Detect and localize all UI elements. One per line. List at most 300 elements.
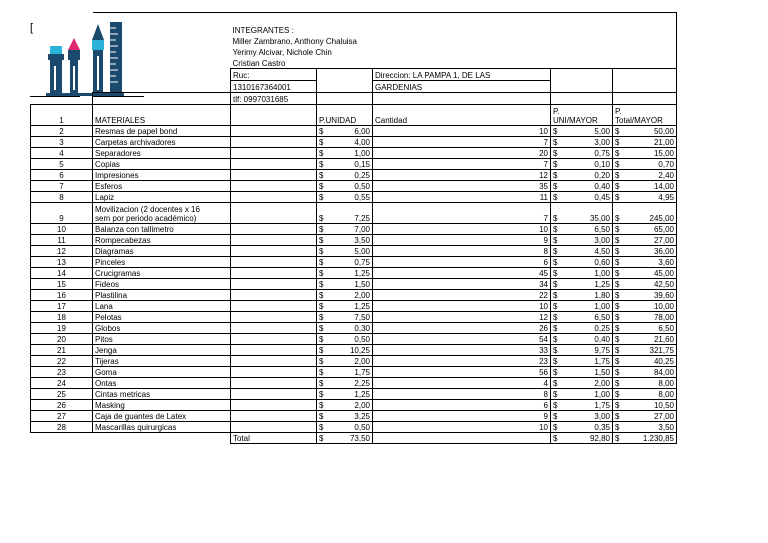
row-puni-mayor: 0,75	[594, 149, 610, 158]
row-number: 24	[31, 378, 93, 389]
row-cantidad: 12	[373, 170, 551, 181]
table-row	[31, 345, 677, 356]
row-puni-mayor: 0,40	[594, 335, 610, 344]
currency-sign: $	[553, 258, 558, 267]
currency-sign: $	[319, 149, 324, 158]
row-ptotal-mayor: 45,00	[653, 269, 674, 278]
table-row	[31, 170, 677, 181]
currency-sign: $	[319, 401, 324, 410]
currency-sign: $	[615, 127, 620, 136]
currency-sign: $	[553, 160, 558, 169]
currency-sign: $	[553, 412, 558, 421]
row-item: Globos	[93, 323, 231, 334]
row-number: 7	[31, 181, 93, 192]
row-number: 22	[31, 356, 93, 367]
row-punidad: 10,25	[349, 346, 370, 355]
table-row	[31, 257, 677, 268]
row-number: 19	[31, 323, 93, 334]
row-cantidad: 22	[373, 290, 551, 301]
row-puni-mayor: 6,50	[594, 313, 610, 322]
row-number: 9	[31, 203, 93, 224]
row-cantidad: 20	[373, 148, 551, 159]
currency-sign: $	[553, 149, 558, 158]
row-punidad: 5,00	[354, 247, 370, 256]
currency-sign: $	[615, 149, 620, 158]
row-punidad: 7,25	[354, 214, 370, 223]
currency-sign: $	[319, 225, 324, 234]
row-item: Movilizacion (2 docentes x 16	[95, 205, 200, 214]
currency-sign: $	[553, 193, 558, 202]
spreadsheet	[30, 12, 676, 444]
row-puni-mayor: 1,75	[594, 401, 610, 410]
row-number: 25	[31, 389, 93, 400]
table-row	[31, 181, 677, 192]
currency-sign: $	[553, 269, 558, 278]
row-puni-mayor: 3,00	[594, 138, 610, 147]
row-item: Rompecabezas	[93, 235, 231, 246]
currency-sign: $	[553, 214, 558, 223]
table-row	[31, 224, 677, 235]
table-row	[31, 312, 677, 323]
row-punidad: 4,00	[354, 138, 370, 147]
currency-sign: $	[319, 357, 324, 366]
row-punidad: 2,00	[354, 401, 370, 410]
currency-sign: $	[615, 368, 620, 377]
currency-sign: $	[615, 182, 620, 191]
row-cantidad: 26	[373, 323, 551, 334]
row-punidad: 0,75	[354, 258, 370, 267]
row-item: Impresiones	[93, 170, 231, 181]
currency-sign: $	[553, 434, 558, 443]
row-ptotal-mayor: 10,50	[653, 401, 674, 410]
direccion-line-2: GARDENIAS	[373, 81, 551, 93]
row-punidad: 0,25	[354, 171, 370, 180]
row-item: Lana	[93, 301, 231, 312]
currency-sign: $	[553, 302, 558, 311]
row-item: Goma	[93, 367, 231, 378]
currency-sign: $	[553, 291, 558, 300]
row-cantidad: 9	[373, 235, 551, 246]
currency-sign: $	[615, 346, 620, 355]
total-puni-mayor: 92,80	[589, 434, 610, 443]
direccion-line-1: Direccion: LA PAMPA 1, DE LAS	[373, 69, 551, 81]
row-number: 26	[31, 400, 93, 411]
currency-sign: $	[615, 291, 620, 300]
row-item: Fideos	[93, 279, 231, 290]
currency-sign: $	[319, 193, 324, 202]
row-puni-mayor: 1,75	[594, 357, 610, 366]
row-number: 3	[31, 137, 93, 148]
row-cantidad: 6	[373, 257, 551, 268]
row-item: Caja de guantes de Latex	[93, 411, 231, 422]
row-punidad: 1,25	[354, 390, 370, 399]
row-cantidad: 35	[373, 181, 551, 192]
currency-sign: $	[553, 346, 558, 355]
table-row	[31, 159, 677, 170]
currency-sign: $	[553, 225, 558, 234]
members-line-2: Yerimy Alcivar, Nichole Chin	[232, 48, 332, 57]
row-item: Copias	[93, 159, 231, 170]
row-cantidad: 8	[373, 246, 551, 257]
row-puni-mayor: 1,00	[594, 302, 610, 311]
ruc-label: Ruc:	[231, 69, 317, 81]
row-puni-mayor: 5,00	[594, 127, 610, 136]
currency-sign: $	[319, 269, 324, 278]
currency-sign: $	[319, 291, 324, 300]
currency-sign: $	[615, 214, 620, 223]
row-number: 16	[31, 290, 93, 301]
col-puni-mayor-2: UNI/MAYOR	[553, 116, 598, 125]
table-row	[31, 290, 677, 301]
table-row	[31, 334, 677, 345]
row-ptotal-mayor: 4,95	[658, 193, 674, 202]
row-puni-mayor: 4,50	[594, 247, 610, 256]
row-cantidad: 8	[373, 389, 551, 400]
currency-sign: $	[553, 182, 558, 191]
row-cantidad: 10	[373, 422, 551, 433]
currency-sign: $	[615, 434, 620, 443]
row-puni-mayor: 0,60	[594, 258, 610, 267]
row-puni-mayor: 1,00	[594, 390, 610, 399]
row-number: 23	[31, 367, 93, 378]
currency-sign: $	[553, 368, 558, 377]
row-item: Crucigramas	[93, 268, 231, 279]
row-ptotal-mayor: 84,00	[653, 368, 674, 377]
row-item: Plastilina	[93, 290, 231, 301]
row-cantidad: 10	[373, 224, 551, 235]
row-punidad: 1,25	[354, 302, 370, 311]
table-row	[31, 137, 677, 148]
currency-sign: $	[615, 160, 620, 169]
table-row	[31, 203, 677, 224]
row-puni-mayor: 0,20	[594, 171, 610, 180]
currency-sign: $	[319, 412, 324, 421]
row-cantidad: 7	[373, 203, 551, 224]
currency-sign: $	[319, 335, 324, 344]
row-ptotal-mayor: 78,00	[653, 313, 674, 322]
row-ptotal-mayor: 14,00	[653, 182, 674, 191]
row-puni-mayor: 1,50	[594, 368, 610, 377]
total-punidad: 73,50	[349, 434, 370, 443]
row-cantidad: 6	[373, 400, 551, 411]
table-row	[31, 389, 677, 400]
row-ptotal-mayor: 21,00	[653, 138, 674, 147]
row-ptotal-mayor: 245,00	[649, 214, 674, 223]
row-item: Separadores	[93, 148, 231, 159]
row-cantidad: 56	[373, 367, 551, 378]
row-cantidad: 12	[373, 312, 551, 323]
currency-sign: $	[615, 313, 620, 322]
row-puni-mayor: 0,35	[594, 423, 610, 432]
total-label: Total	[231, 433, 317, 444]
row-puni-mayor: 2,00	[594, 379, 610, 388]
row-ptotal-mayor: 8,00	[658, 390, 674, 399]
row-item: Mascarillas quirurgicas	[93, 422, 231, 433]
row-ptotal-mayor: 15,00	[653, 149, 674, 158]
ruc-value: 1310167364001	[231, 81, 317, 93]
currency-sign: $	[553, 313, 558, 322]
row-number: 27	[31, 411, 93, 422]
row-item: Ontas	[93, 378, 231, 389]
members-line-1: Miller Zambrano, Anthony Chaluisa	[232, 37, 358, 46]
row-ptotal-mayor: 10,00	[653, 302, 674, 311]
currency-sign: $	[615, 138, 620, 147]
row-item: Masking	[93, 400, 231, 411]
row-ptotal-mayor: 27,00	[653, 412, 674, 421]
currency-sign: $	[553, 127, 558, 136]
row-punidad: 0,55	[354, 193, 370, 202]
row-number: 5	[31, 159, 93, 170]
row-punidad: 0,50	[354, 423, 370, 432]
currency-sign: $	[553, 171, 558, 180]
currency-sign: $	[319, 127, 324, 136]
row-puni-mayor: 35,00	[589, 214, 610, 223]
currency-sign: $	[615, 225, 620, 234]
currency-sign: $	[553, 379, 558, 388]
col-ptotal-mayor-1: P.	[615, 107, 622, 116]
row-item: Balanza con tallimetro	[93, 224, 231, 235]
row-punidad: 1,00	[354, 149, 370, 158]
row-item: Jenga	[93, 345, 231, 356]
table-row	[31, 367, 677, 378]
table-row	[31, 323, 677, 334]
currency-sign: $	[615, 193, 620, 202]
row-number: 2	[31, 126, 93, 137]
row-number: 20	[31, 334, 93, 345]
table-row	[31, 235, 677, 246]
row-cantidad: 45	[373, 268, 551, 279]
currency-sign: $	[319, 236, 324, 245]
currency-sign: $	[319, 434, 324, 443]
row-ptotal-mayor: 3,60	[658, 258, 674, 267]
currency-sign: $	[319, 171, 324, 180]
col-puni-mayor-1: P.	[553, 107, 560, 116]
table-row	[31, 356, 677, 367]
currency-sign: $	[615, 302, 620, 311]
currency-sign: $	[615, 269, 620, 278]
currency-sign: $	[319, 302, 324, 311]
row-number: 28	[31, 422, 93, 433]
currency-sign: $	[553, 247, 558, 256]
row-item: Resmas de papel bond	[93, 126, 231, 137]
row-number: 13	[31, 257, 93, 268]
row-punidad: 0,50	[354, 335, 370, 344]
currency-sign: $	[553, 280, 558, 289]
row-cantidad: 10	[373, 301, 551, 312]
integrantes-label: INTEGRANTES :	[232, 26, 294, 35]
row-puni-mayor: 0,45	[594, 193, 610, 202]
currency-sign: $	[615, 324, 620, 333]
table-row	[31, 126, 677, 137]
currency-sign: $	[319, 313, 324, 322]
table-row	[31, 400, 677, 411]
row-puni-mayor: 3,00	[594, 412, 610, 421]
currency-sign: $	[615, 379, 620, 388]
currency-sign: $	[319, 390, 324, 399]
currency-sign: $	[553, 357, 558, 366]
currency-sign: $	[319, 182, 324, 191]
row-puni-mayor: 3,00	[594, 236, 610, 245]
row-puni-mayor: 0,25	[594, 324, 610, 333]
row-item: Cintas metricas	[93, 389, 231, 400]
row-number: 4	[31, 148, 93, 159]
currency-sign: $	[319, 324, 324, 333]
row-item: Pitos	[93, 334, 231, 345]
table-row	[31, 246, 677, 257]
currency-sign: $	[615, 280, 620, 289]
row-number: 17	[31, 301, 93, 312]
row-number: 15	[31, 279, 93, 290]
currency-sign: $	[553, 335, 558, 344]
row-number: 8	[31, 192, 93, 203]
currency-sign: $	[553, 138, 558, 147]
col-num: 1	[31, 105, 93, 126]
row-puni-mayor: 1,25	[594, 280, 610, 289]
row-cantidad: 7	[373, 159, 551, 170]
row-punidad: 7,50	[354, 313, 370, 322]
row-ptotal-mayor: 40,25	[653, 357, 674, 366]
telefono: tlf: 0997031685	[231, 93, 317, 105]
row-cantidad: 33	[373, 345, 551, 356]
row-cantidad: 54	[373, 334, 551, 345]
currency-sign: $	[615, 401, 620, 410]
row-item: Lapiz	[93, 192, 231, 203]
row-ptotal-mayor: 27,00	[653, 236, 674, 245]
row-cantidad: 9	[373, 411, 551, 422]
currency-sign: $	[319, 368, 324, 377]
row-punidad: 0,30	[354, 324, 370, 333]
currency-sign: $	[615, 171, 620, 180]
currency-sign: $	[615, 423, 620, 432]
members-line-3: Cristian Castro	[232, 59, 286, 68]
currency-sign: $	[615, 357, 620, 366]
row-cantidad: 23	[373, 356, 551, 367]
row-number: 18	[31, 312, 93, 323]
row-cantidad: 11	[373, 192, 551, 203]
row-number: 11	[31, 235, 93, 246]
currency-sign: $	[319, 280, 324, 289]
row-punidad: 3,25	[354, 412, 370, 421]
row-item: Diagramas	[93, 246, 231, 257]
row-puni-mayor: 6,50	[594, 225, 610, 234]
currency-sign: $	[319, 423, 324, 432]
row-punidad: 1,75	[354, 368, 370, 377]
currency-sign: $	[319, 160, 324, 169]
currency-sign: $	[553, 390, 558, 399]
currency-sign: $	[553, 236, 558, 245]
row-ptotal-mayor: 8,00	[658, 379, 674, 388]
row-puni-mayor: 1,00	[594, 269, 610, 278]
currency-sign: $	[615, 258, 620, 267]
row-ptotal-mayor: 42,50	[653, 280, 674, 289]
row-ptotal-mayor: 65,00	[653, 225, 674, 234]
row-number: 10	[31, 224, 93, 235]
table-row	[31, 378, 677, 389]
row-punidad: 2,00	[354, 291, 370, 300]
table-row	[31, 279, 677, 290]
row-item: Pinceles	[93, 257, 231, 268]
col-punidad: P.UNIDAD	[317, 105, 373, 126]
currency-sign: $	[553, 401, 558, 410]
row-punidad: 1,25	[354, 269, 370, 278]
row-item-cont: sem por periodo académico)	[95, 214, 197, 223]
row-cantidad: 7	[373, 137, 551, 148]
col-materiales: MATERIALES	[93, 105, 231, 126]
row-puni-mayor: 1,80	[594, 291, 610, 300]
materials-table	[30, 12, 677, 444]
row-puni-mayor: 9,75	[594, 346, 610, 355]
row-punidad: 0,15	[354, 160, 370, 169]
currency-sign: $	[615, 412, 620, 421]
currency-sign: $	[615, 335, 620, 344]
row-punidad: 7,00	[354, 225, 370, 234]
currency-sign: $	[615, 247, 620, 256]
row-number: 6	[31, 170, 93, 181]
currency-sign: $	[319, 247, 324, 256]
currency-sign: $	[319, 346, 324, 355]
row-item: Carpetas archivadores	[93, 137, 231, 148]
row-ptotal-mayor: 2,40	[658, 171, 674, 180]
table-row	[31, 301, 677, 312]
row-ptotal-mayor: 39,60	[653, 291, 674, 300]
row-ptotal-mayor: 6,50	[658, 324, 674, 333]
total-ptotal-mayor: 1.230,85	[642, 434, 674, 443]
row-item: Pelotas	[93, 312, 231, 323]
table-row	[31, 268, 677, 279]
row-punidad: 2,00	[354, 357, 370, 366]
row-cantidad: 4	[373, 378, 551, 389]
row-item: Tijeras	[93, 356, 231, 367]
row-number: 14	[31, 268, 93, 279]
table-row	[31, 422, 677, 433]
row-item: Esferos	[93, 181, 231, 192]
currency-sign: $	[319, 258, 324, 267]
row-punidad: 6,00	[354, 127, 370, 136]
row-ptotal-mayor: 50,00	[653, 127, 674, 136]
col-ptotal-mayor-2: Total/MAYOR	[615, 116, 663, 125]
table-row	[31, 411, 677, 422]
row-number: 12	[31, 246, 93, 257]
row-number: 21	[31, 345, 93, 356]
row-ptotal-mayor: 0,70	[658, 160, 674, 169]
totals-row	[31, 433, 677, 444]
row-ptotal-mayor: 21,60	[653, 335, 674, 344]
row-cantidad: 10	[373, 126, 551, 137]
cell-bracket: [	[30, 22, 34, 34]
currency-sign: $	[319, 379, 324, 388]
table-row	[31, 148, 677, 159]
row-ptotal-mayor: 321,75	[649, 346, 674, 355]
row-puni-mayor: 0,10	[594, 160, 610, 169]
currency-sign: $	[615, 390, 620, 399]
currency-sign: $	[553, 423, 558, 432]
row-punidad: 1,50	[354, 280, 370, 289]
row-cantidad: 34	[373, 279, 551, 290]
table-row	[31, 192, 677, 203]
row-punidad: 3,50	[354, 236, 370, 245]
col-cantidad: Cantidad	[373, 105, 551, 126]
currency-sign: $	[615, 236, 620, 245]
row-punidad: 0,50	[354, 182, 370, 191]
row-punidad: 2,25	[354, 379, 370, 388]
currency-sign: $	[319, 138, 324, 147]
materials-rows	[31, 126, 677, 433]
currency-sign: $	[553, 324, 558, 333]
row-ptotal-mayor: 36,00	[653, 247, 674, 256]
currency-sign: $	[319, 214, 324, 223]
row-ptotal-mayor: 3,50	[658, 423, 674, 432]
row-puni-mayor: 0,40	[594, 182, 610, 191]
